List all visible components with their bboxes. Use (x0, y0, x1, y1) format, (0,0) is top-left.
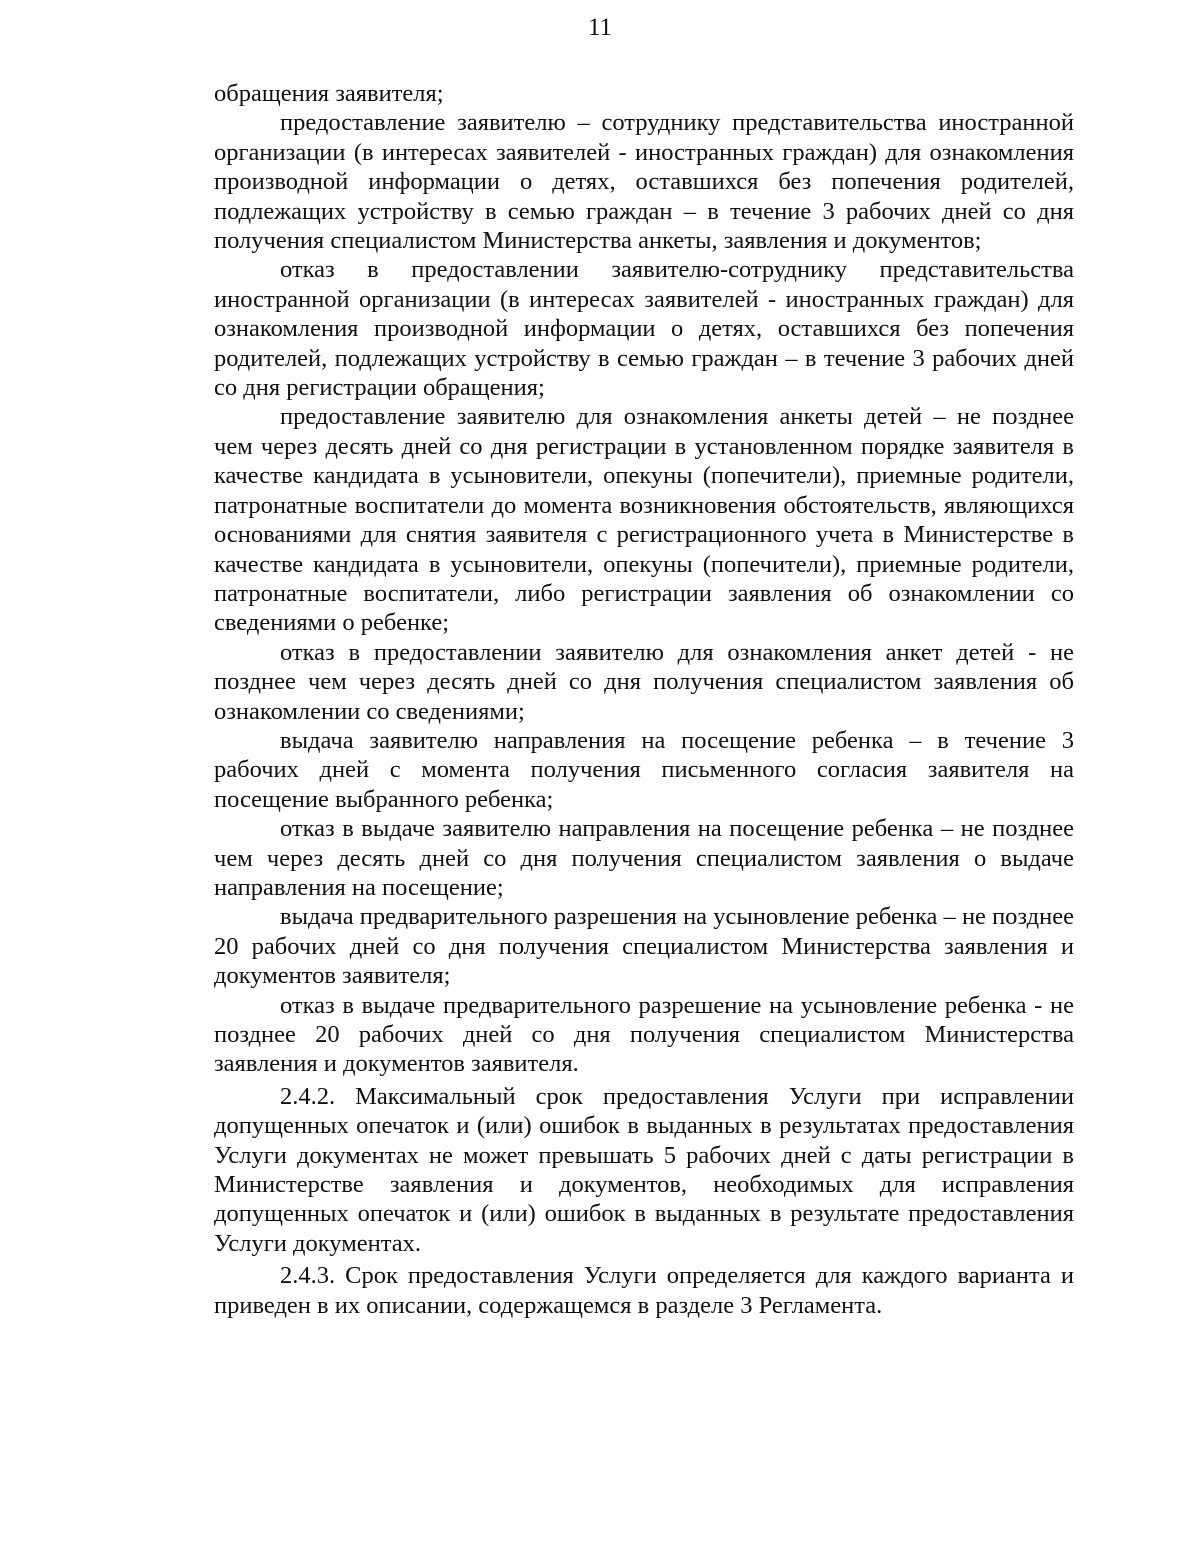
document-body (214, 79, 1074, 1320)
paragraph: отказ в выдаче заявителю направления на посещение ребенка – не позднее чем через десять дней со дня получения специалистом заявления о выдаче направления на посещение; (214, 815, 1074, 901)
paragraph: отказ в выдаче предварительного разрешение на усыновление ребенка - не позднее 20 рабочих дней со дня получения специалистом Министерства заявления и документов заявителя. (214, 991, 1074, 1078)
paragraph: отказ в предоставлении заявителю-сотруднику представительства иностранной организации (в интересах заявителей - иностранных граждан) для ознакомления производной информации о детях, оставшихся без попечения родителей, подлежащих устройству в семью граждан – в течение 3 рабочих дней со дня регистрации обращения; (214, 256, 1074, 402)
paragraph: отказ в предоставлении заявителю для ознакомления анкет детей - не позднее чем через десять дней со дня получения специалистом заявления об ознакомлении со сведениями; (214, 638, 1074, 725)
paragraph: обращения заявителя; (214, 80, 444, 107)
paragraph: выдача предварительного разрешения на усыновление ребенка – не позднее 20 рабочих дней со дня получения специалистом Министерства заявления и документов заявителя; (214, 903, 1074, 990)
paragraph-section-2-4-2: 2.4.2. Максимальный срок предоставления Услуги при исправлении допущенных опечаток и (или) ошибок в выданных в результатах предоставления Услуги документах не может превышать 5 рабочих дней с даты регистрации в Министерстве заявления и документов, необходимых для исправления допущенных опечаток и (или) ошибок в выданных в результате предоставления Услуги документах. (214, 1082, 1074, 1257)
paragraph-section-2-4-3: 2.4.3. Срок предоставления Услуги определяется для каждого варианта и приведен в их описании, содержащемся в разделе 3 Регламента. (214, 1262, 1074, 1319)
page-number: 11 (587, 14, 613, 41)
paragraph: выдача заявителю направления на посещение ребенка – в течение 3 рабочих дней с момента получения письменного согласия заявителя на посещение выбранного ребенка; (214, 726, 1074, 813)
paragraph: предоставление заявителю – сотруднику представительства иностранной организации (в интересах заявителей - иностранных граждан) для ознакомления производной информации о детях, оставшихся без попечения родителей, подлежащих устройству в семью граждан – в течение 3 рабочих дней со дня получения специалистом Министерства анкеты, заявления и документов; (214, 109, 1074, 255)
paragraph: предоставление заявителю для ознакомления анкеты детей – не позднее чем через десять дней со дня регистрации в установленном порядке заявителя в качестве кандидата в усыновители, опекуны (попечители), приемные родители, патронатные воспитатели до момента возникновения обстоятельств, являющихся основаниями для снятия заявителя с регистрационного учета в Министерстве в качестве кандидата в усыновители, опекуны (попечители), приемные родители, патронатные воспитатели, либо регистрации заявления об ознакомлении со сведениями о ребенке; (214, 403, 1074, 637)
